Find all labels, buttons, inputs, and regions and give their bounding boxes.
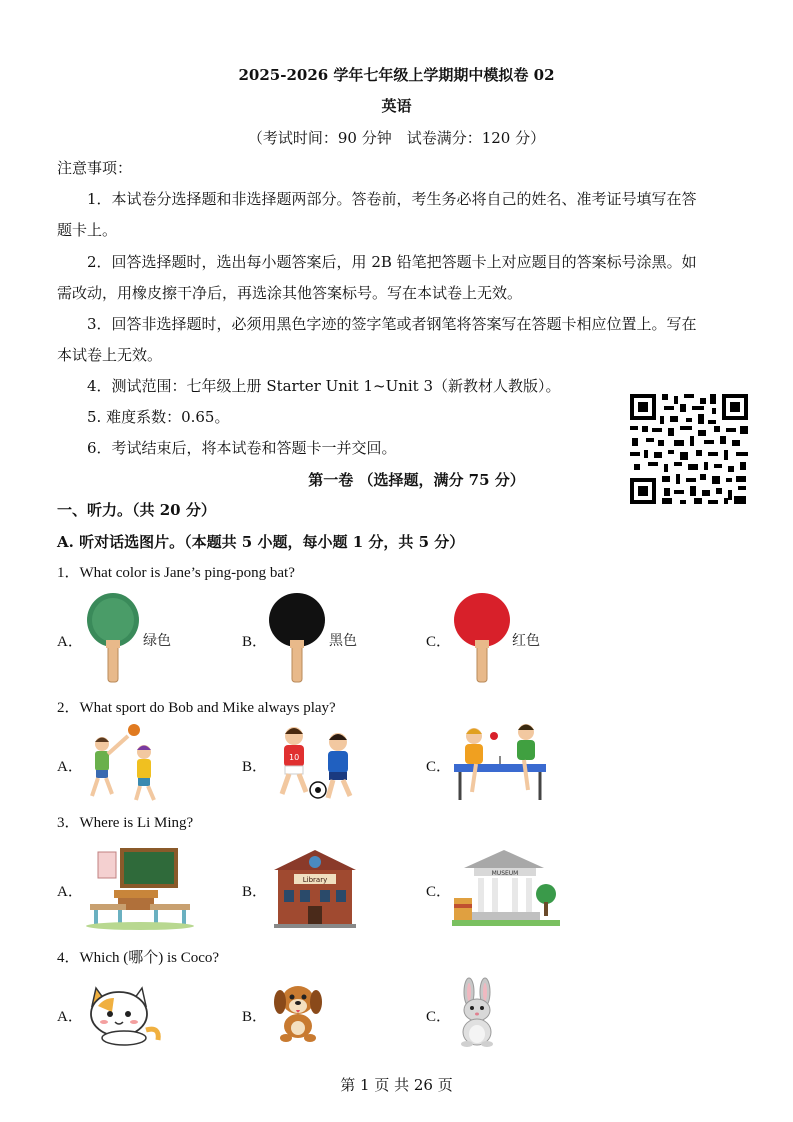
note-line-2: 题卡上。 <box>57 221 118 239</box>
dog-icon[interactable] <box>268 980 328 1046</box>
part-one-heading: 第一卷 （选择题，满分 75 分） <box>308 471 525 489</box>
q2-option-b-label[interactable]: B． <box>242 759 268 775</box>
q3-option-c-label[interactable]: C． <box>426 884 452 900</box>
note-line-6: 本试卷上无效。 <box>57 346 163 364</box>
question-1-text: 1．What color is Jane’s ping-pong bat? <box>57 565 295 581</box>
classroom-icon[interactable] <box>84 842 196 930</box>
q4-option-c-label[interactable]: C． <box>426 1009 452 1025</box>
green-ping-pong-bat-icon[interactable] <box>85 592 141 684</box>
q2-option-a-label[interactable]: A． <box>57 759 83 775</box>
q1-option-b-caption: 黑色 <box>329 633 357 649</box>
svg-text:10: 10 <box>289 753 300 762</box>
question-4-text: 4．Which (哪个) is Coco? <box>57 950 220 966</box>
q1-option-a-label[interactable]: A． <box>57 634 83 650</box>
subject-title: 英语 <box>381 97 412 115</box>
note-line-9: 6．考试结束后，将本试卷和答题卡一并交回。 <box>87 439 397 457</box>
page-footer: 第 1 页 共 26 页 <box>340 1076 453 1094</box>
soccer-players-icon[interactable] <box>270 722 370 802</box>
library-sign: Library <box>302 876 328 884</box>
library-building-icon[interactable] <box>270 848 360 928</box>
notes-heading: 注意事项： <box>57 159 133 177</box>
note-line-8: 5. 难度系数：0.65。 <box>87 408 230 426</box>
question-3-text: 3．Where is Li Ming? <box>57 815 194 831</box>
q1-option-a-caption: 绿色 <box>143 633 171 649</box>
cat-icon[interactable] <box>84 980 162 1046</box>
section-a-heading: A. 听对话选图片。（本题共 5 小题，每小题 1 分，共 5 分） <box>57 533 465 551</box>
question-2-text: 2．What sport do Bob and Mike always play? <box>57 700 336 716</box>
museum-sign: MUSEUM <box>491 870 519 877</box>
q3-option-b-label[interactable]: B． <box>242 884 268 900</box>
black-ping-pong-bat-icon[interactable] <box>268 592 326 684</box>
q1-option-b-label[interactable]: B． <box>242 634 268 650</box>
exam-info: （考试时间：90 分钟 试卷满分：120 分） <box>247 129 546 147</box>
exam-title: 2025-2026 学年七年级上学期期中模拟卷 02 <box>238 66 555 84</box>
q4-option-b-label[interactable]: B． <box>242 1009 268 1025</box>
note-line-3: 2．回答选择题时，选出每小题答案后，用 2B 铅笔把答题卡上对应题目的答案标号涂黑。如 <box>87 253 697 271</box>
note-line-1: 1．本试卷分选择题和非选择题两部分。答卷前，考生务必将自己的姓名、准考证号填写在答 <box>87 190 697 208</box>
section-one-heading: 一、听力。（共 20 分） <box>57 501 216 519</box>
q2-option-c-label[interactable]: C． <box>426 759 452 775</box>
basketball-players-icon[interactable] <box>82 722 164 802</box>
rabbit-icon[interactable] <box>452 978 502 1048</box>
museum-building-icon[interactable] <box>452 848 560 928</box>
note-line-5: 3．回答非选择题时，必须用黑色字迹的签字笔或者钢笔将答案写在答题卡相应位置上。写在 <box>87 315 697 333</box>
q1-option-c-label[interactable]: C． <box>426 634 452 650</box>
q3-option-a-label[interactable]: A． <box>57 884 83 900</box>
red-ping-pong-bat-icon[interactable] <box>453 592 511 684</box>
ping-pong-players-icon[interactable] <box>452 720 548 802</box>
q1-option-c-caption: 红色 <box>512 633 540 649</box>
note-line-7: 4．测试范围：七年级上册 Starter Unit 1~Unit 3（新教材人教版）。 <box>87 377 561 395</box>
note-line-4: 需改动，用橡皮擦干净后，再选涂其他答案标号。写在本试卷上无效。 <box>57 284 523 302</box>
q4-option-a-label[interactable]: A． <box>57 1009 83 1025</box>
